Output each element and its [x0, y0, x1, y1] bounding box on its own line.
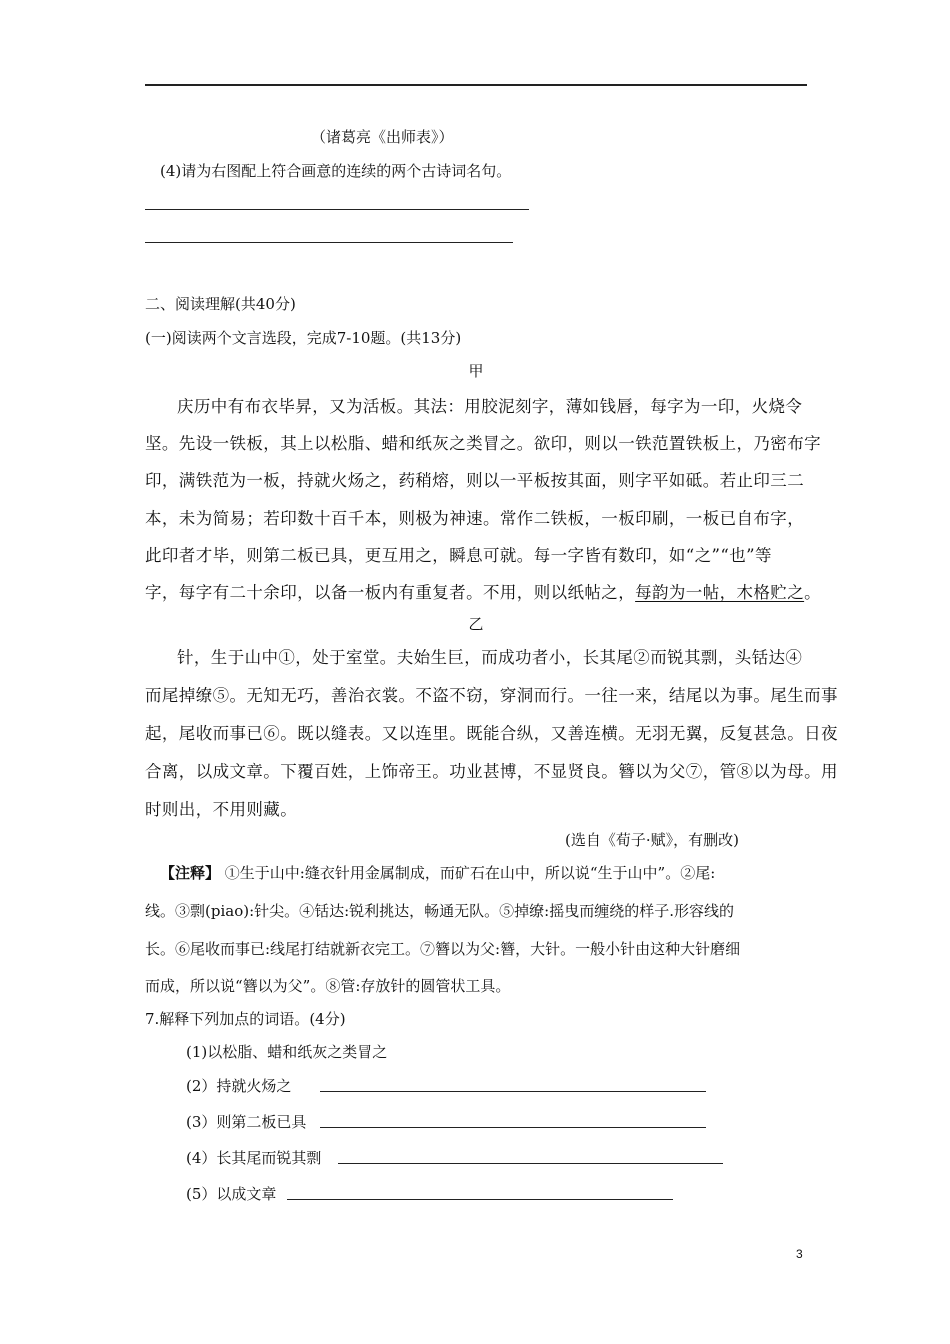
passage-yi-line: 针，生于山中①，处于室堂。夫始生巨，而成功者小，长其尾②而锐其剽，头铦达④ — [177, 648, 803, 667]
passage-jia-title: 甲 — [468, 362, 484, 380]
section-heading: 二、阅读理解(共40分) — [145, 295, 296, 313]
notes-line — [160, 862, 715, 883]
passage-yi-line: 时则出，不用则藏。 — [145, 800, 298, 819]
notes-label: 【注释】 — [160, 864, 221, 882]
passage-jia-line: 坚。先设一铁板，其上以松脂、蜡和纸灰之类冒之。欲印，则以一铁范置铁板上，乃密布字 — [145, 434, 821, 453]
notes-line: 长。⑥尾收而事已:线尾打结就新衣完工。⑦簪以为父:簪，大针。一般小针由这种大针磨细 — [145, 940, 741, 958]
header-rule — [145, 84, 807, 86]
part-heading: (一)阅读两个文言选段，完成7-10题。(共13分) — [145, 329, 462, 347]
notes-text: ①生于山中:缝衣针用金属制成，而矿石在山中，所以说“生于山中”。②尾: — [224, 864, 716, 882]
passage-yi-line: 合离，以成文章。下覆百姓，上饰帝王。功业甚博，不显贤良。簪以为父⑦，管⑧以为母。用 — [145, 762, 838, 781]
passage-yi-title: 乙 — [468, 615, 484, 633]
passage-jia-line: 印，满铁范为一板，持就火炀之，药稍熔，则以一平板按其面，则字平如砥。若止印三二 — [145, 471, 805, 490]
notes-line: 线。③剽(piao):针尖。④铦达:锐利挑达，畅通无队。⑤掉缭:摇曳而缠绕的样子.形容线的 — [145, 902, 735, 920]
answer-line-q7-4[interactable] — [338, 1163, 723, 1164]
answer-line-2[interactable] — [145, 242, 513, 243]
passage-jia-line — [145, 579, 821, 603]
question-7-item: (2）持就火炀之 — [186, 1077, 292, 1095]
page-number: 3 — [796, 1247, 803, 1261]
question-7-stem: 7.解释下列加点的词语。(4分) — [145, 1010, 346, 1028]
underlined-phrase: 每韵为一帖，木格贮之 — [635, 583, 805, 602]
question-6-item-4: (4)请为右图配上符合画意的连续的两个古诗词名句。 — [160, 162, 512, 180]
passage-yi-source: (选自《荀子·赋》，有删改) — [565, 831, 739, 849]
passage-jia-line-text: 字，每字有二十余印，以备一板内有重复者。不用，则以纸帖之， — [145, 583, 636, 602]
passage-yi-line: 起，尾收而事已⑥。既以缝表。又以连里。既能合纵，又善连横。无羽无翼，反复甚急。日夜 — [145, 724, 838, 743]
passage-jia-line: 庆历中有布衣毕昇，又为活板。其法：用胶泥刻字，薄如钱唇，每字为一印，火烧令 — [177, 397, 803, 416]
question-7-item: (1)以松脂、蜡和纸灰之类冒之 — [186, 1043, 388, 1061]
question-7-item: (3）则第二板已具 — [186, 1113, 307, 1131]
passage-yi-line: 而尾掉缭⑤。无知无巧，善治衣裳。不盗不窃，穿洞而行。一往一来，结尾以为事。尾生而事 — [145, 686, 838, 705]
line-end-punct: 。 — [804, 583, 822, 602]
answer-line-q7-3[interactable] — [320, 1127, 706, 1128]
answer-line-q7-5[interactable] — [287, 1199, 673, 1200]
question-7-item: (5）以成文章 — [186, 1185, 277, 1203]
answer-line-1[interactable] — [145, 209, 529, 210]
notes-line: 而成，所以说“簪以为父”。⑧管:存放针的圆管状工具。 — [145, 977, 511, 995]
passage-jia-line: 本，未为简易；若印数十百千本，则极为神速。常作二铁板，一板印刷，一板已自布字， — [145, 509, 805, 528]
passage-jia-line: 此印者才毕，则第二板已具，更互用之，瞬息可就。每一字皆有数印，如“之”“也”等 — [145, 546, 772, 565]
answer-line-q7-2[interactable] — [320, 1091, 706, 1092]
question-7-item: (4）长其尾而锐其剽 — [186, 1149, 322, 1167]
quote-source: （诸葛亮《出师表》） — [311, 128, 454, 146]
